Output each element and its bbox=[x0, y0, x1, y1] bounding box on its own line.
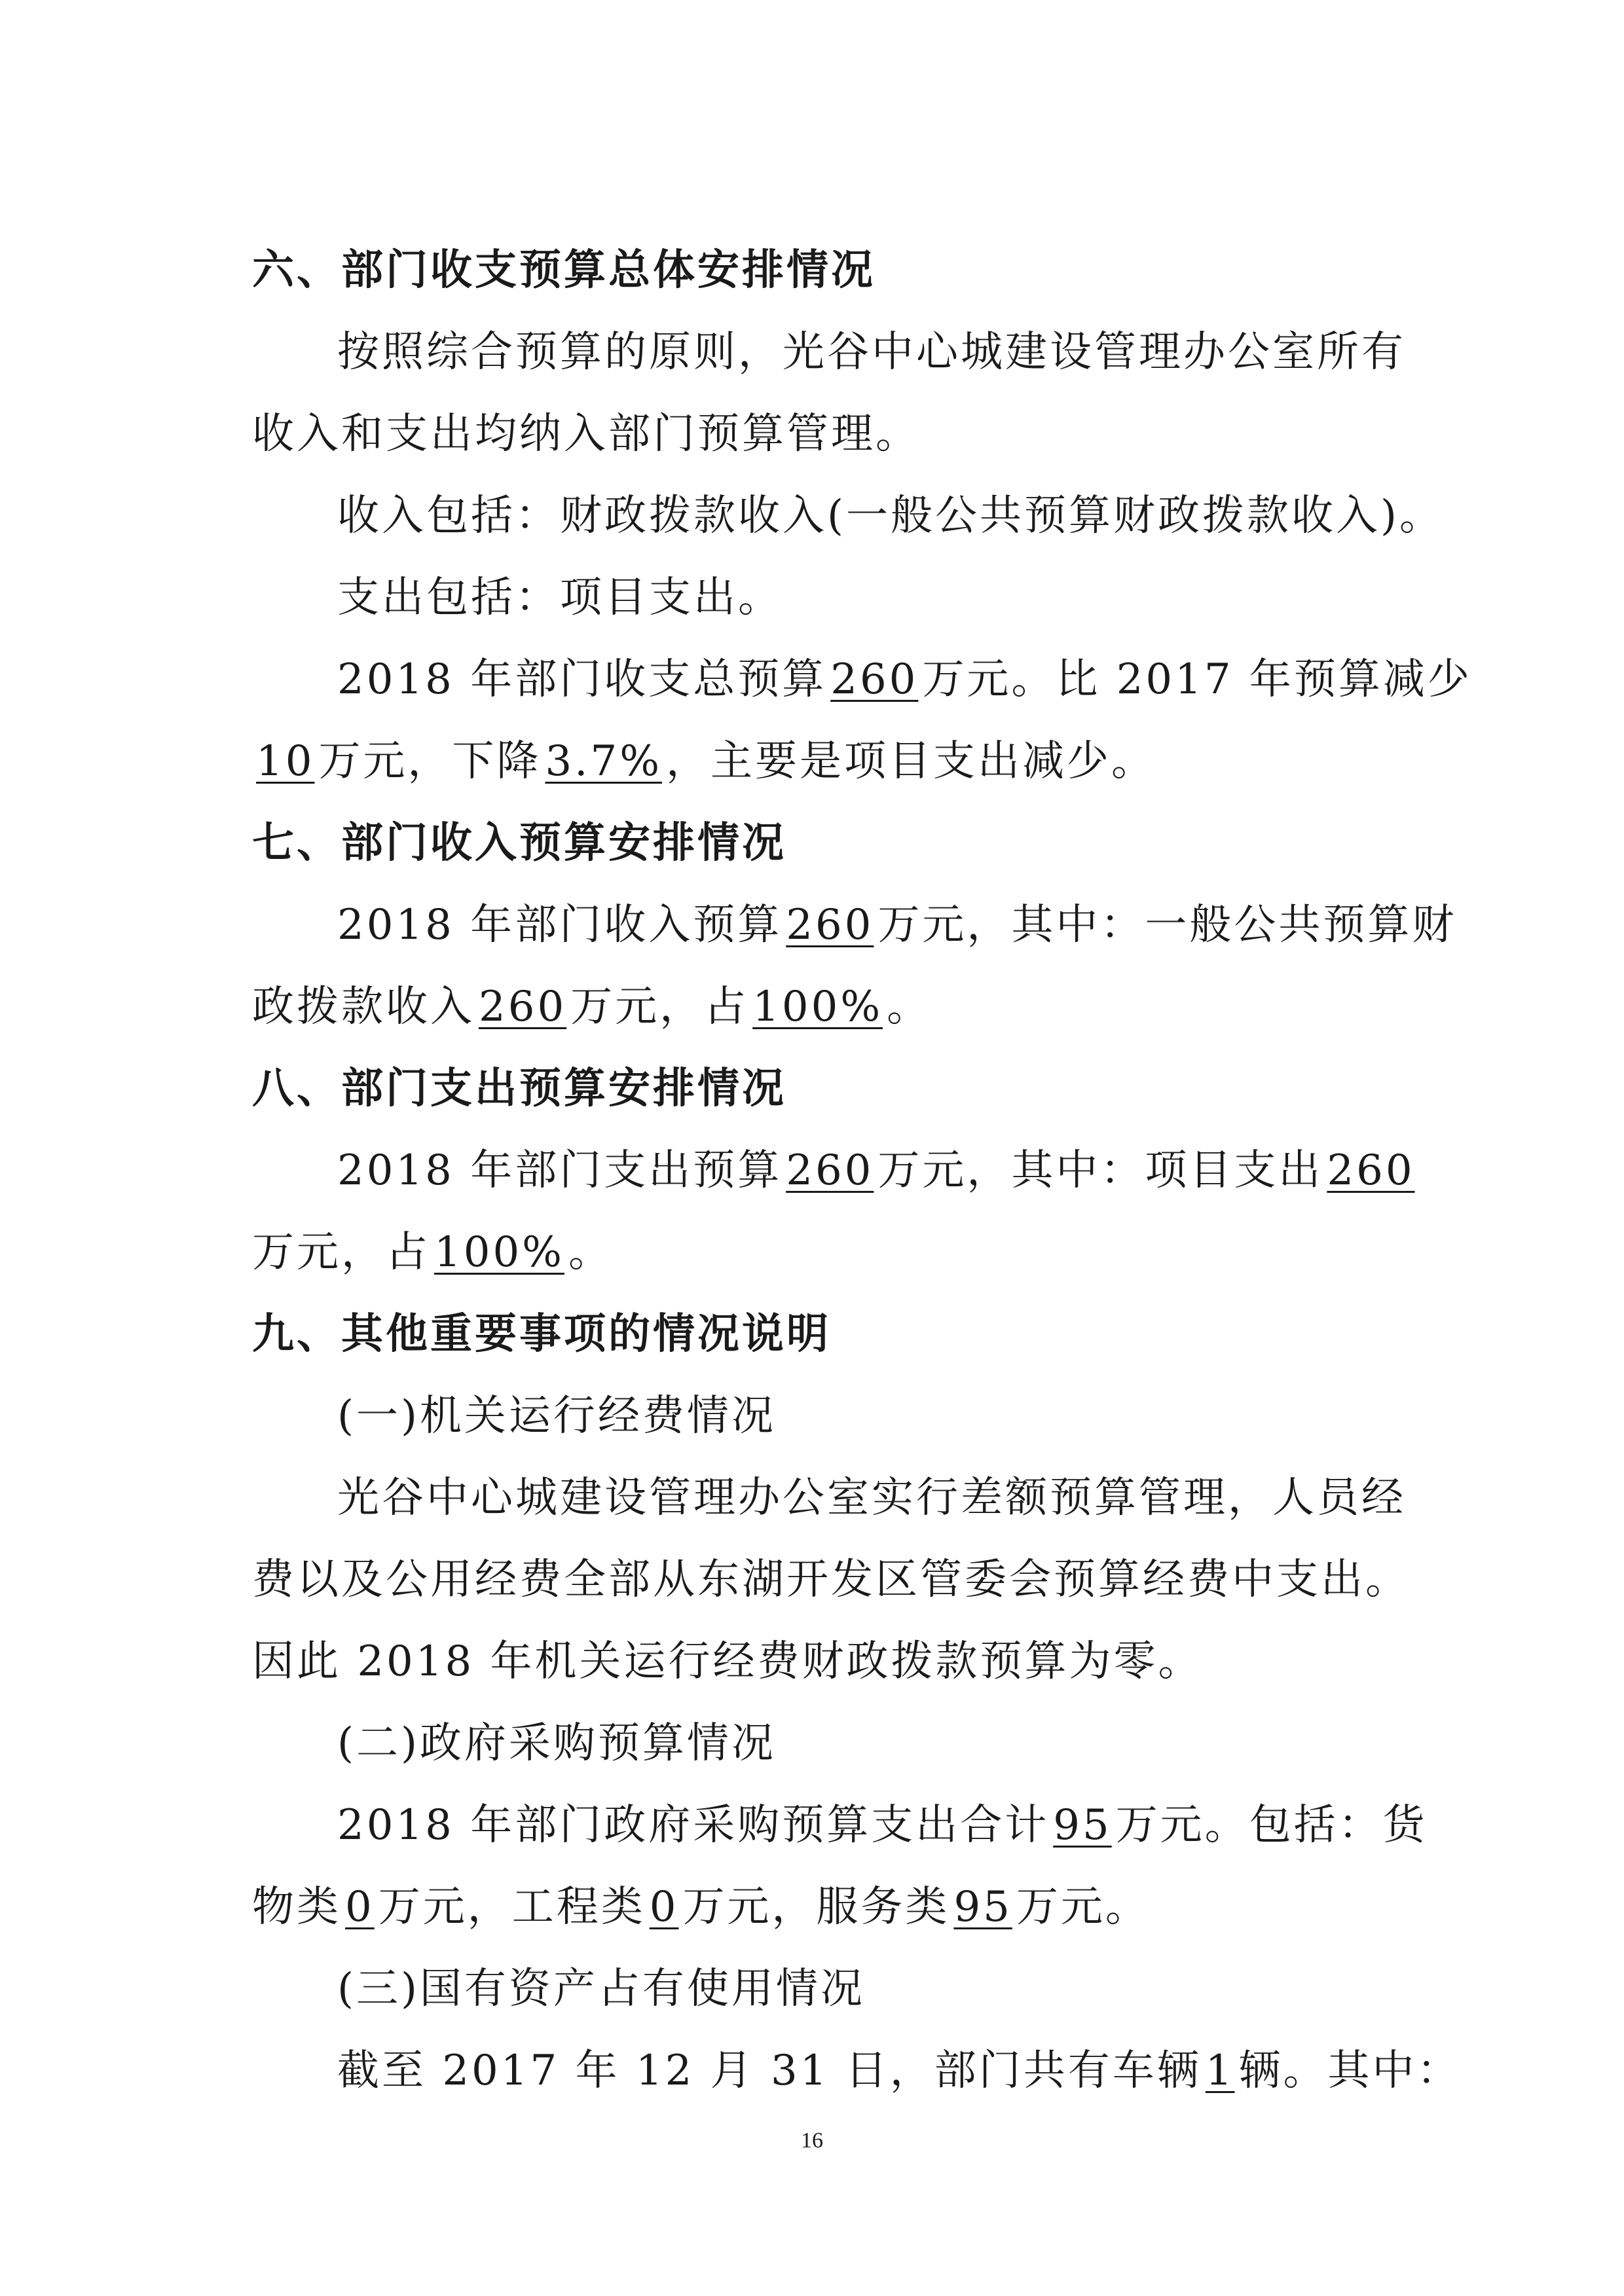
section6-heading-text: 六、部门收支预算总体安排情况 bbox=[252, 246, 876, 295]
expense-budget-value: 260 bbox=[786, 1146, 874, 1195]
text: 辆。其中： bbox=[1238, 2047, 1462, 2095]
total-budget-line bbox=[337, 647, 1472, 712]
sub1-line2 bbox=[252, 1547, 1410, 1613]
text: 因此 2018 年机关运行经费财政拨款预算为零。 bbox=[252, 1637, 1203, 1686]
sub2-heading bbox=[337, 1711, 1398, 1776]
text: 。 bbox=[887, 983, 932, 1031]
text: 万元。比 2017 年预算减少 bbox=[922, 655, 1472, 704]
text: ，主要是项目支出减少。 bbox=[666, 737, 1156, 786]
procurement-total-value: 95 bbox=[1053, 1801, 1112, 1850]
text: 2018 年部门支出预算 bbox=[337, 1146, 783, 1195]
decrease-value: 10 bbox=[256, 737, 315, 786]
text: 支出包括：项目支出。 bbox=[337, 574, 783, 622]
section9-heading bbox=[252, 1302, 1398, 1367]
income-budget-value: 260 bbox=[786, 901, 874, 949]
sub1-line3 bbox=[252, 1629, 1398, 1694]
page-number: 16 bbox=[801, 2128, 823, 2153]
section9-heading-text: 九、其他重要事项的情况说明 bbox=[252, 1310, 831, 1358]
project-expense-percent: 100% bbox=[434, 1228, 564, 1277]
section7-heading-text: 七、部门收入预算安排情况 bbox=[252, 819, 786, 867]
sub1-line1 bbox=[337, 1465, 1406, 1531]
appropriation-percent: 100% bbox=[752, 983, 883, 1031]
section6-paragraph-line1 bbox=[337, 319, 1406, 385]
section7-heading bbox=[252, 811, 1398, 876]
sub2-line1 bbox=[337, 1793, 1428, 1858]
sub2-line2 bbox=[252, 1874, 1398, 1940]
text: 收入包括：财政拨款收入(一般公共预算财政拨款收入)。 bbox=[337, 492, 1444, 540]
vehicles-value: 1 bbox=[1205, 2047, 1235, 2095]
text: 按照综合预算的原则，光谷中心城建设管理办公室所有 bbox=[337, 328, 1406, 376]
text: 万元，占 bbox=[252, 1228, 430, 1277]
sub3-heading bbox=[337, 1956, 1398, 2022]
text: (三)国有资产占有使用情况 bbox=[337, 1965, 865, 2013]
project-expense-value: 260 bbox=[1327, 1146, 1415, 1195]
text: 万元，工程类 bbox=[378, 1883, 646, 1931]
section7-line2 bbox=[252, 974, 1398, 1040]
text: 万元，服务类 bbox=[682, 1883, 950, 1931]
sub3-line1 bbox=[337, 2038, 1462, 2104]
section8-heading-text: 八、部门支出预算安排情况 bbox=[252, 1065, 786, 1113]
section8-line1 bbox=[337, 1138, 1415, 1203]
text: 物类 bbox=[252, 1883, 341, 1931]
appropriation-value: 260 bbox=[479, 983, 567, 1031]
text: 收入和支出均纳入部门预算管理。 bbox=[252, 410, 920, 458]
text: (一)机关运行经费情况 bbox=[337, 1392, 776, 1440]
sub1-heading bbox=[337, 1383, 1398, 1449]
text: 万元，其中：项目支出 bbox=[877, 1146, 1323, 1195]
text: (二)政府采购预算情况 bbox=[337, 1719, 776, 1768]
section7-line1 bbox=[337, 892, 1457, 958]
services-value: 95 bbox=[953, 1883, 1012, 1931]
text: 。 bbox=[568, 1228, 613, 1277]
text: 万元。包括：货 bbox=[1115, 1801, 1428, 1850]
text: 光谷中心城建设管理办公室实行差额预算管理，人员经 bbox=[337, 1474, 1406, 1522]
works-value: 0 bbox=[649, 1883, 679, 1931]
text: 万元，下降 bbox=[318, 737, 542, 786]
total-budget-value: 260 bbox=[830, 655, 919, 704]
expense-line bbox=[337, 565, 1398, 630]
text: 政拨款收入 bbox=[252, 983, 475, 1031]
text: 2018 年部门收支总预算 bbox=[337, 655, 827, 704]
section6-heading bbox=[252, 238, 1398, 303]
decrease-line bbox=[252, 729, 1398, 794]
text: 费以及公用经费全部从东湖开发区管委会预算经费中支出。 bbox=[252, 1556, 1410, 1604]
text: 2018 年部门政府采购预算支出合计 bbox=[337, 1801, 1050, 1850]
text: 截至 2017 年 12 月 31 日，部门共有车辆 bbox=[337, 2047, 1202, 2095]
section8-line2 bbox=[252, 1220, 1398, 1285]
section6-paragraph-line2 bbox=[252, 401, 1398, 467]
text: 万元，占 bbox=[570, 983, 749, 1031]
section8-heading bbox=[252, 1056, 1398, 1121]
income-line bbox=[337, 483, 1444, 549]
text: 万元。 bbox=[1016, 1883, 1150, 1931]
goods-value: 0 bbox=[345, 1883, 375, 1931]
text: 2018 年部门收入预算 bbox=[337, 901, 783, 949]
text: 万元，其中：一般公共预算财 bbox=[877, 901, 1457, 949]
decrease-percent: 3.7% bbox=[545, 737, 663, 786]
